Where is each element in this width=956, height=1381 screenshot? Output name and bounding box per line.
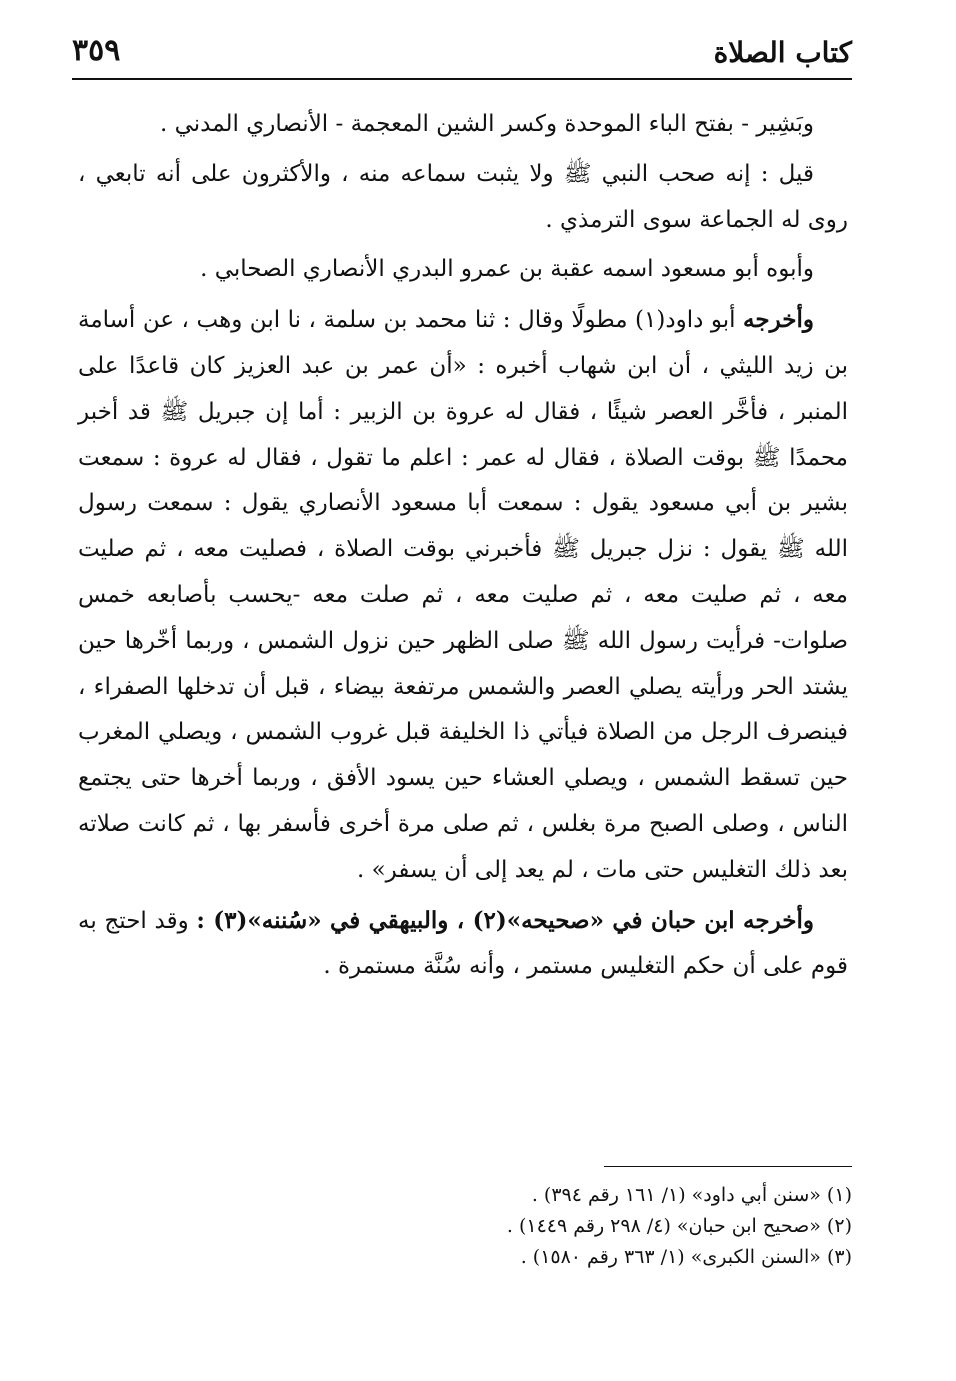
footnote-2: (٢) «صحيح ابن حبان» (٤/ ٢٩٨ رقم ١٤٤٩) . bbox=[506, 1215, 852, 1237]
paragraph-1-text: وبَشِير - بفتح الباء الموحدة وكسر الشين المعجمة - الأنصاري المدني . bbox=[159, 111, 814, 137]
running-header bbox=[72, 30, 852, 76]
paragraph-4-lead: وأخرجه bbox=[743, 306, 814, 334]
paragraph-4 bbox=[78, 297, 848, 893]
paragraph-5-text: وقد احتج به قوم على أن حكم التغليس مستمر ، وأنه سُنَّة مستمرة . bbox=[78, 907, 848, 980]
book-title: كتاب الصلاة bbox=[713, 36, 852, 69]
paragraph-5 bbox=[78, 898, 848, 991]
page-number: ٣٥٩ bbox=[72, 33, 121, 68]
paragraph-3-text: وأبوه أبو مسعود اسمه عقبة بن عمرو البدري الأنصاري الصحابي . bbox=[200, 256, 814, 283]
footnotes bbox=[108, 1180, 852, 1273]
paragraph-5-lead: وأخرجه ابن حبان في «صحيحه»(٢) ، والبيهقي في «سُننه»(٣) : bbox=[196, 906, 814, 934]
paragraph-4-text: أبو داود(١) مطولًا وقال : ثنا محمد بن سلمة ، نا ابن وهب ، عن أسامة بن زيد الليثي ، أن ابن شهاب أخبره : «أن عمر بن عبد العزيز كان قاعدًا على المنبر ، فأخَّر العصر شيئًا ، فقال له عروة بن الزبير : أما إن جبريل ﷺ قد أخبر محمدًا ﷺ بوقت الصلاة ، فقال له عمر : اعلم ما تقول ، فقال له عروة : سمعت بشير بن أبي مسعود يقول : سمعت أبا مسعود الأنصاري يقول : سمعت رسول الله ﷺ يقول : نزل جبريل ﷺ فأخبرني بوقت الصلاة ، فصليت معه ، ثم صليت معه ، ثم صليت معه ، ثم صليت معه ، ثم صلت معه -يحسب بأصابعه خمس صلوات- فرأيت رسول الله ﷺ صلى الظهر حين نزول الشمس ، وربما أخّرها حين يشتد الحر ورأيته يصلي العصر والشمس مرتفعة بيضاء ، قبل أن تدخلها الصفراء ، فينصرف الرجل من الصلاة فيأتي ذا الخليفة قبل غروب الشمس ، ويصلي المغرب حين تسقط الشمس ، ويصلي العشاء حين يسود الأفق ، وربما أخرها حتى يجتمع الناس ، وصلى الصبح مرة بغلس ، ثم صلى مرة أخرى فأسفر بها ، ثم كانت صلاته بعد ذلك التغليس حتى مات ، لم يعد إلى أن يسفر» . bbox=[78, 307, 848, 883]
paragraph-2-text: قيل : إنه صحب النبي ﷺ ولا يثبت سماعه منه ، والأكثرون على أنه تابعي ، روى له الجماعة سوى الترمذي . bbox=[78, 160, 848, 233]
main-text bbox=[78, 102, 848, 994]
paragraph-2 bbox=[78, 152, 848, 244]
paragraph-1 bbox=[78, 102, 848, 148]
footnote-rule bbox=[604, 1166, 852, 1167]
footnote-3: (٣) «السنن الكبرى» (١/ ٣٦٣ رقم ١٥٨٠) . bbox=[520, 1246, 852, 1268]
footnote-1: (١) «سنن أبي داود» (١/ ١٦١ رقم ٣٩٤) . bbox=[531, 1184, 852, 1206]
paragraph-3 bbox=[78, 247, 848, 293]
header-rule bbox=[72, 78, 852, 80]
